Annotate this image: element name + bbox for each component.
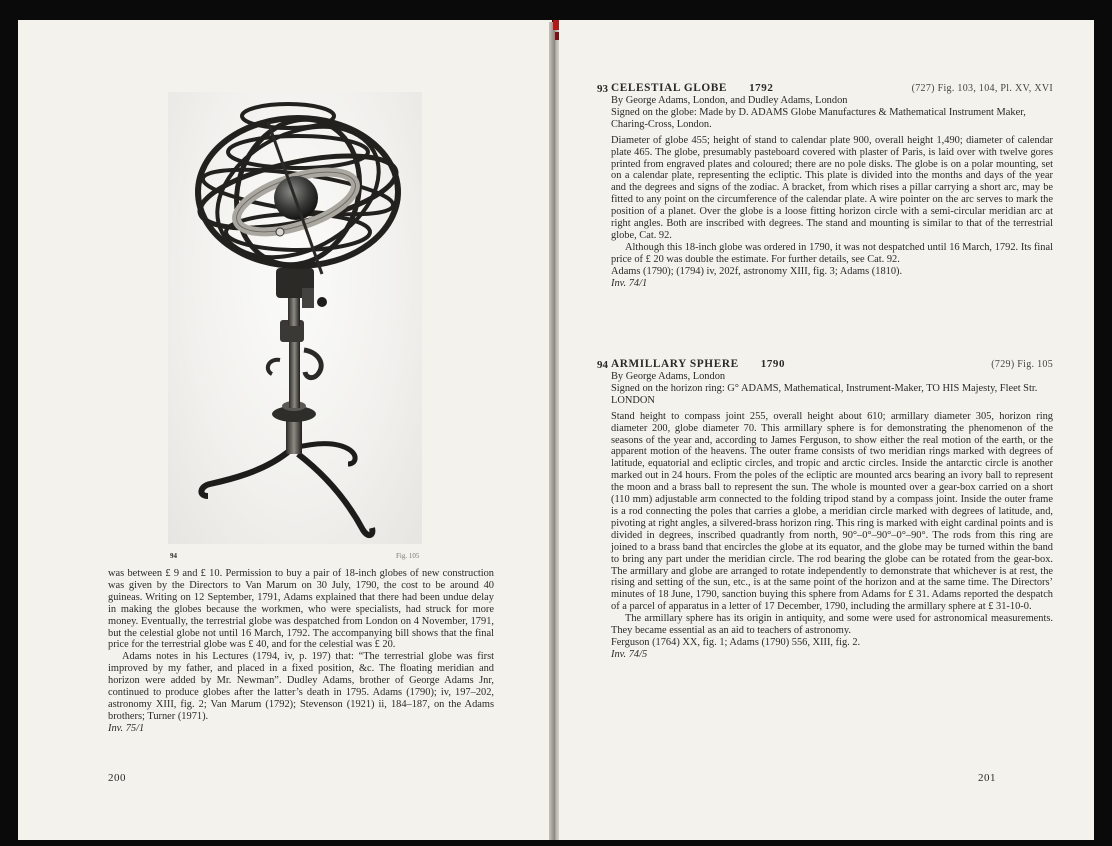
left-paragraph-1: was between £ 9 and £ 10. Permission to buy a pair of 18-inch globes of new construction was given by the Directors to Van Marum on 30 July, 1790, the cost to be around 40 guineas. Writing on 12 September, 1791, Adams explained that there had been undue delay in making the globes because the workmen, who were specialists, had struck for more money. Eventually, the terrestrial globe was despatched from London on 4 November, 1791, but the celestial globe not until 16 March, 1792. The accompanying bill shows that the final price for the terrestrial globe was £ 40, and for the celestial was £ 20. <box>108 568 494 651</box>
entry-94-maker: By George Adams, London <box>611 371 726 382</box>
entry-94-inventory: Inv. 74/5 <box>611 648 648 660</box>
armillary-sphere-photo <box>168 92 422 544</box>
entry-93-signature: Signed on the globe: Made by D. ADAMS Globe Manufactures & Mathematical Instrument Maker, Charing-Cross, London. <box>611 106 1026 130</box>
left-paragraph-2: Adams notes in his Lectures (1794, iv, p. 197) that: “The terrestrial globe was first improved by my father, and placed in a fixed position, &c. The floating meridian and horizon were added by Mr. Newman”. Dudley Adams, brother of George Adams Jnr, continued to produce globes after the latter’s death in 1795. Adams (1790); iv, 197–202, astronomy XIII, fig. 2; Van Marum (1792); Stevenson (1921) ii, 184–187, on the Adams brothers; Turner (1971). <box>108 651 494 722</box>
right-page <box>559 20 1094 840</box>
page-number-right: 201 <box>978 772 996 784</box>
entry-94-heading <box>597 358 1053 371</box>
page-number-left: 200 <box>108 772 126 784</box>
entry-93-description: Diameter of globe 455; height of stand to calendar plate 900, overall height 1,490; diameter of calendar plate 465. The globe, presumably pasteboard covered with plaster of Paris, is laid over with twelve gores printed from engraved plates and coloured; there are no pole disks. The globe is on a polar mounting, set on a calendar plate, representing the ecliptic. This plate is divided into the months and days of the year and the degrees and signs of the zodiac. A bracket, from which rises a pillar carrying a short arc, may be fitted to any point on the circumference of the calendar plate. A wire pointer on the arc serves to mark the position of a planet. Over the globe is a loose fitting horizon circle with a semi-circular meridian arc at right angles. Both are inscribed with degrees. The stand and mounting is similar to that of the terrestrial globe, Cat. 92. <box>611 134 1053 241</box>
entry-94-reference: (729) Fig. 105 <box>991 359 1053 370</box>
entry-93-title: CELESTIAL GLOBE <box>611 82 728 94</box>
entry-94-number: 94 <box>597 359 608 371</box>
entry-93-bibliography: Adams (1790); (1794) iv, 202f, astronomy XIII, fig. 3; Adams (1810). <box>611 265 903 277</box>
entry-94-signature: Signed on the horizon ring: G° ADAMS, Mathematical, Instrument-Maker, TO HIS Majesty, Fleet Str. LONDON <box>611 382 1038 406</box>
armillary-sphere-illustration <box>168 92 422 544</box>
entry-93-year: 1792 <box>749 82 774 94</box>
entry-94 <box>597 358 1053 661</box>
entry-94-title: ARMILLARY SPHERE <box>611 358 739 370</box>
entry-94-description: Stand height to compass joint 255, overall height about 610; armillary diameter 305, horizon ring diameter 200, globe diameter 70. This armillary sphere is for demonstrating the phenomenon of the seasons of the year and, according to James Ferguson, to show either the real motion of the earth, or the apparent motion of the heavens. The outer frame consists of two meridian rings marked with degrees of latitude, equatorial and ecliptic circles, and tropic and arctic circles. Inside the antarctic circle is another marked out in 24 hours. From the poles of the ecliptic are mounted arcs bearing an ivory ball to represent the moon and a brass ball to represent the sun. The whole is mounted over a gear-box carried on a short (110 mm) adjustable arm connected to the folding tripod stand by a compass joint. Inside the outer frame is a rod connecting the poles that carries a globe, a meridian circle marked with degrees of latitude, and, pivoting at right angles, a silvered-brass horizon ring. This ring is marked with eight cardinal points and is divided in degrees, inscribed quadrantly from north, 90°–0°–90°–0°–90°. The rods from this ring are joined to a brass band that encircles the globe at its equator, and the globe may be turned within the band to bring any part under the meridian circle. The rod bearing the globe can be rotated from the gear-box. The armillary and globe are arranged to rotate independently to demonstrate that whichever is at rest, the rising and setting of the sun, etc., is at the same point of the horizon and at the same time. The Directors’ minutes of 18 June, 1790, sanction buying this sphere from Adams for £ 31. Adams reported the despatch of a parcel of apparatus in a letter of 17 December, 1790, including the armillary sphere at £ 31-10-0. <box>611 410 1053 613</box>
entry-93-reference: (727) Fig. 103, 104, Pl. XV, XVI <box>911 83 1053 94</box>
left-page-text <box>108 568 494 735</box>
entry-93-note: Although this 18-inch globe was ordered in 1790, it was not despatched until 16 March, 1792. Its final price of £ 20 was double the estimate. For further details, see Cat. 92. <box>611 241 1053 265</box>
entry-93-inventory: Inv. 74/1 <box>611 277 648 289</box>
entry-94-note: The armillary sphere has its origin in antiquity, and some were used for astronomical measurements. They became essential as an aid to teachers of astronomy. <box>611 613 1053 637</box>
entry-93-title-line <box>611 82 773 94</box>
entry-93 <box>597 82 1053 290</box>
entry-93-maker: By George Adams, London, and Dudley Adams, London <box>611 95 848 106</box>
figure-caption-number: 94 <box>170 552 177 560</box>
entry-94-year: 1790 <box>760 358 786 370</box>
left-page <box>18 20 552 840</box>
entry-93-number: 93 <box>597 83 608 95</box>
entry-94-bibliography: Ferguson (1764) XX, fig. 1; Adams (1790) 556, XIII, fig. 2. <box>611 636 861 648</box>
left-inventory: Inv. 75/1 <box>108 722 145 734</box>
entry-93-heading <box>597 82 1053 95</box>
entry-94-title-line <box>611 358 785 370</box>
figure-caption-label: Fig. 105 <box>396 552 420 560</box>
